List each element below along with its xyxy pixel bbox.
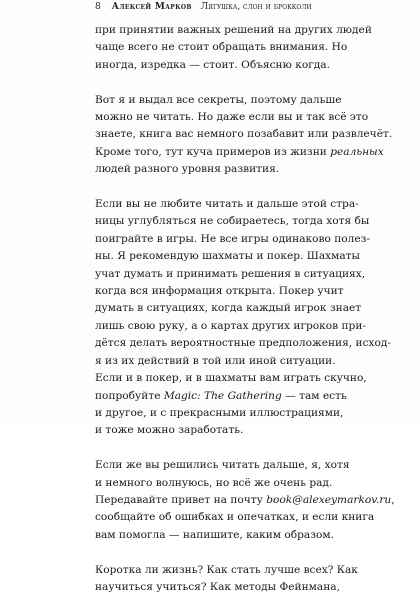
page-number: 8 (95, 2, 101, 12)
text-line: вам помогла — напишите, каким образом. (95, 528, 334, 541)
text-line: можно не читать. Но даже если вы и так всё это (95, 111, 369, 124)
paragraph-1 (95, 22, 372, 74)
text-segment: попробуйте (95, 389, 161, 402)
text-line-mixed (95, 144, 384, 161)
text-line: Если и в покер, и в шахматы вам играть скучно, (95, 372, 367, 385)
text-line: научиться учиться? Как методы Фейнмана, (95, 580, 340, 593)
text-line: и немного волнуюсь, но всё же очень рад. (95, 476, 333, 489)
text-segment: , (391, 493, 395, 506)
text-line: знаете, книга вас немного позабавит или развлечёт. (95, 128, 393, 141)
text-line: Коротка ли жизнь? Как стать лучше всех? Как (95, 563, 358, 576)
text-line: Если вы не любите читать и дальше этой стра- (95, 198, 359, 211)
text-line: и другое, и с прекрасными иллюстрациями, (95, 406, 344, 419)
text-line: я из их действий в той или иной ситуации. (95, 354, 336, 367)
text-line: учат думать и принимать решения в ситуациях, (95, 267, 366, 280)
italic-word: реальных (330, 145, 384, 158)
body-text (95, 22, 395, 596)
text-line: сообщайте об ошибках и опечатках, и если книга (95, 511, 375, 524)
text-line: думать в ситуациях, когда каждый игрок знает (95, 302, 362, 315)
text-line: когда вся информация открыта. Покер учит (95, 285, 344, 298)
text-line: при принятии важных решений на других людей (95, 24, 372, 36)
text-segment: — там есть (281, 389, 347, 402)
text-segment: Кроме того, тут куча примеров из жизни (95, 145, 327, 158)
text-line: дётся делать вероятностные предположения, исход- (95, 337, 391, 350)
text-segment: Передавайте привет на почту (95, 493, 263, 506)
text-line: чаще всего не стоит обращать внимания. Но (95, 41, 348, 54)
text-line: ны. Я рекомендую шахматы и покер. Шахматы (95, 250, 360, 263)
text-line: ницы углубляться не собираетесь, тогда хотя бы (95, 215, 370, 228)
italic-title: Magic: The Gathering (163, 389, 282, 402)
paragraph-4 (95, 457, 395, 544)
text-line-mixed (95, 492, 395, 509)
text-line: Вот я и выдал все секреты, поэтому дальше (95, 93, 342, 106)
text-line: людей разного уровня развития. (95, 163, 280, 176)
text-line: Если же вы решились читать дальше, я, хотя (95, 459, 350, 472)
email-address: book@alexeymarkov.ru (266, 493, 392, 506)
text-line-mixed (95, 388, 347, 405)
text-line: иногда, изредка — стоит. Объясню когда. (95, 58, 330, 71)
paragraph-3 (95, 196, 391, 440)
running-header (95, 0, 395, 14)
text-line: лишь свою руку, а о картах других игроков при- (95, 319, 366, 332)
header-book-title: Лягушка, слон и брокколи (200, 2, 312, 12)
text-line: поиграйте в игры. Не все игры одинаково полез- (95, 232, 371, 245)
paragraph-2 (95, 92, 393, 179)
header-author: Алексей Марков (111, 2, 192, 12)
text-line: и тоже можно заработать. (95, 424, 244, 437)
paragraph-5 (95, 562, 358, 596)
